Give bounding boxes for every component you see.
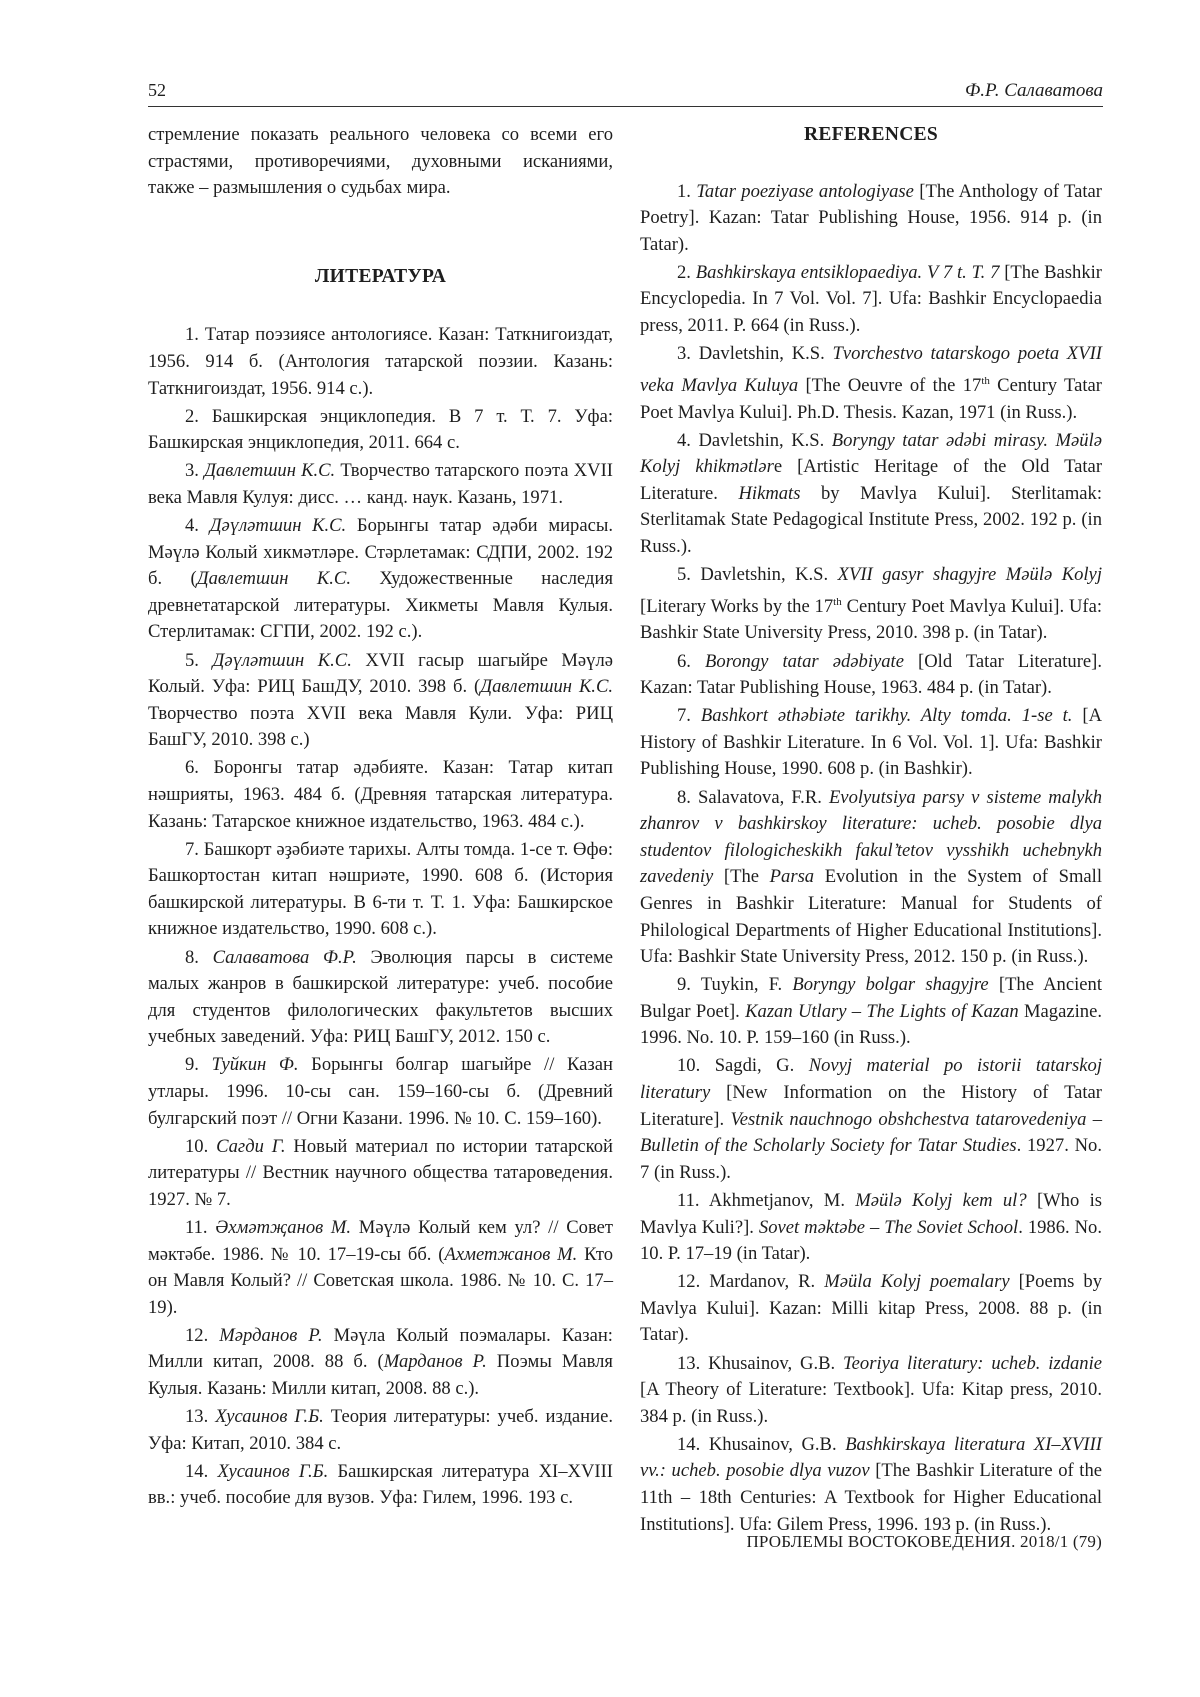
- reference-italic-title: Давлетшин К.С.: [480, 676, 613, 698]
- reference-italic-title: Sovet məktəbe – The Soviet School: [758, 1216, 1019, 1238]
- reference-text: Khusainov, G.B.: [708, 1433, 846, 1455]
- reference-text: [The Bashkir Literature of the 11th – 18th Centuries: A Textbook for Higher Educational Institutions]. Ufa: Gilem Press, 1996. 193 p. (in Russ.).: [640, 1460, 1103, 1535]
- reference-number: 14.: [677, 1433, 701, 1455]
- reference-italic-title: Мәрданов Р.: [219, 1324, 323, 1346]
- reference-number: 9.: [185, 1054, 199, 1076]
- reference-text: Башкирская литература XI–XVIII вв.: учеб. пособие для вузов. Уфа: Гилем, 1996. 193 с.: [148, 1460, 613, 1509]
- reference-entry: [640, 260, 1102, 340]
- reference-text: Башкирская энциклопедия. В 7 т. Т. 7. Уфа: Башкирская энциклопедия, 2011. 664 с.: [148, 405, 614, 454]
- reference-text: Magazine. 1996. No. 10. P. 159–160 (in Russ.).: [640, 1000, 1102, 1049]
- reference-number: 6.: [677, 650, 691, 672]
- reference-italic-title: Bashkirskaya entsiklopaediya. V 7 t. T. 7: [695, 261, 1000, 283]
- page-number: 52: [148, 80, 166, 100]
- reference-italic-title: Borongy tatar ədəbiyate: [705, 650, 904, 672]
- literature-reference-list: [148, 322, 613, 1512]
- reference-text: Кто он Мавля Колый? // Советская школа. 1986. № 10. С. 17–19).: [148, 1243, 613, 1318]
- reference-italic-title: Әхмәтҗанов М.: [215, 1216, 352, 1238]
- reference-text: Evolution in the System of Small Genres in Bashkir Literature: Manual for Students of Philological Departments of Higher Educational Institutions]. Ufa: Bashkir State University Press, 2012. 150 p. (in Russ.).: [640, 866, 1102, 968]
- reference-number: 3.: [185, 460, 199, 482]
- right-column: [640, 122, 1102, 1540]
- reference-number: 11.: [677, 1189, 700, 1211]
- reference-text: Творчество татарского поэта XVII века Мавля Кулуя: дисс. … канд. наук. Казань, 1971.: [148, 460, 613, 508]
- reference-entry: [148, 1052, 613, 1132]
- reference-text: Mardanov, R.: [709, 1271, 825, 1293]
- reference-italic-title: Хусаинов Г.Б.: [217, 1460, 329, 1482]
- reference-text: Боронгы татар әдәбияте. Казан: Татар китап нәшрияты, 1963. 484 б. (Древняя татарская литература. Казань: Татарское книжное издательство, 1963. 484 с.).: [148, 757, 613, 832]
- reference-text: th: [981, 374, 990, 387]
- reference-text: Башкорт әҙәбиәте тарихы. Алты томда. 1-се т. Өфө: Башкортостан китап нәшриәте, 1990. 608 б. (История башкирской литературы. В 6-ти т. Т. 1. Уфа: Башкирское книжное издательство, 1990. 608 с.).: [148, 838, 613, 940]
- reference-text: Мәүлә Колый кем ул? // Совет мәктәбе. 1986. № 10. 17–19-сы бб. (: [148, 1216, 613, 1265]
- reference-entry: [640, 649, 1102, 702]
- reference-number: 5.: [677, 564, 691, 586]
- reference-number: 13.: [677, 1352, 701, 1374]
- reference-number: 9.: [677, 974, 691, 996]
- reference-italic-title: Novyj material po istorii tatarskoj literatury: [640, 1055, 1102, 1104]
- reference-text: Davletshin, K.S.: [700, 564, 838, 586]
- reference-entry: [148, 1323, 613, 1403]
- reference-entry: [640, 1053, 1102, 1186]
- reference-number: 10.: [185, 1135, 209, 1157]
- reference-italic-title: Boryngy bolgar shagyjre: [792, 974, 989, 996]
- running-header-author: Ф.Р. Салаватова: [964, 80, 1103, 101]
- journal-footer: ПРОБЛЕМЫ ВОСТОКОВЕДЕНИЯ. 2018/1 (79): [746, 1532, 1102, 1551]
- reference-text: Tuykin, F.: [700, 974, 793, 996]
- reference-italic-title: Parsa: [769, 866, 815, 888]
- reference-number: 7.: [185, 838, 199, 860]
- reference-entry: [148, 404, 613, 457]
- reference-text: Борынгы болгар шагыйре // Казан утлары. 1996. 10-сы сан. 159–160-сы б. (Древний булгарский поэт // Огни Казани. 1996. № 10. С. 159–160).: [148, 1054, 613, 1129]
- reference-entry: [148, 322, 613, 402]
- reference-text: XVII гасыр шагыйре Мәүлә Колый. Уфа: РИЦ БашДУ, 2010. 398 б. (: [148, 649, 614, 698]
- reference-italic-title: Boryngy tatar ədəbi mirasy. Məülə Kolyj khikmətlər: [640, 429, 1102, 478]
- reference-number: 12.: [185, 1324, 209, 1346]
- reference-text: [Who is Mavlya Kuli?].: [640, 1189, 1102, 1238]
- reference-italic-title: Tatar poeziyase antologiyase: [696, 180, 914, 202]
- reference-number: 5.: [185, 649, 199, 671]
- reference-text: Мәүла Колый поэмалары. Казан: Милли китап, 2008. 88 б. (: [148, 1324, 613, 1373]
- reference-text: Century Poet Mavlya Kului]. Ufa: Bashkir State University Press, 2010. 398 p. (in Tatar).: [640, 595, 1103, 644]
- reference-italic-title: Ахметжанов М.: [444, 1243, 578, 1265]
- reference-text: [A History of Bashkir Literature. In 6 Vol. Vol. 1]. Ufa: Bashkir Publishing House, 1990. 608 p. (in Bashkir).: [640, 705, 1102, 780]
- reference-text: [The Ancient Bulgar Poet].: [640, 974, 1102, 1022]
- reference-italic-title: Дәүләтшин К.С.: [212, 649, 352, 671]
- reference-italic-title: Туйкин Ф.: [211, 1054, 299, 1076]
- reference-entry: [640, 1188, 1102, 1268]
- reference-italic-title: XVII gasyr shagyjre Məülə Kolyj: [837, 564, 1102, 586]
- reference-text: e [Artistic Heritage of the Old Tatar Literature.: [640, 456, 1103, 504]
- reference-text: Salavatova, F.R.: [698, 786, 829, 808]
- reference-text: Century Tatar Poet Mavlya Kului]. Ph.D. Thesis. Kazan, 1971 (in Russ.).: [640, 374, 1102, 423]
- intro-paragraph: стремление показать реального человека со всеми его страстями, противоречиями, духовными исканиями, также – размышления о судьбах мира.: [148, 124, 613, 199]
- reference-entry: [148, 648, 613, 754]
- reference-entry: [148, 1459, 613, 1512]
- reference-entry: [148, 755, 613, 835]
- reference-entry: [640, 341, 1102, 426]
- reference-number: 12.: [677, 1271, 701, 1293]
- reference-number: 8.: [185, 946, 199, 968]
- literature-heading: ЛИТЕРАТУРА: [314, 265, 447, 287]
- reference-number: 2.: [677, 261, 691, 283]
- reference-entry: [640, 1269, 1102, 1349]
- reference-entry: [640, 972, 1102, 1052]
- reference-number: 6.: [185, 757, 199, 779]
- reference-number: 4.: [677, 429, 691, 451]
- reference-entry: [640, 703, 1102, 783]
- reference-text: Sagdi, G.: [714, 1055, 809, 1077]
- reference-text: th: [833, 595, 842, 608]
- reference-entry: [640, 428, 1102, 561]
- references-list: [640, 179, 1102, 1539]
- reference-text: [A Theory of Literature: Textbook]. Ufa: Kitap press, 2010. 384 p. (in Russ.).: [640, 1379, 1102, 1427]
- left-column: [148, 122, 613, 1514]
- reference-text: [The: [713, 866, 770, 888]
- reference-entry: [640, 1351, 1102, 1431]
- reference-italic-title: Kazan Utlary – The Lights of Kazan: [745, 1000, 1019, 1022]
- reference-italic-title: Məüla Kolyj poemalary: [824, 1271, 1010, 1293]
- reference-entry: [640, 785, 1102, 971]
- reference-number: 3.: [677, 343, 691, 365]
- reference-number: 13.: [185, 1406, 209, 1428]
- reference-number: 14.: [185, 1460, 209, 1482]
- reference-italic-title: Марданов Р.: [383, 1351, 487, 1373]
- reference-entry: [640, 179, 1102, 259]
- reference-italic-title: Məülə Kolyj kem ul?: [855, 1189, 1027, 1211]
- reference-italic-title: Салаватова Ф.Р.: [212, 946, 357, 968]
- reference-entry: [148, 458, 613, 511]
- reference-text: Davletshin, K.S.: [698, 429, 832, 451]
- reference-entry: [640, 1432, 1102, 1538]
- reference-text: Теория литературы: учеб. издание. Уфа: Китап, 2010. 384 с.: [148, 1406, 613, 1454]
- reference-text: [The Oeuvre of the 17: [798, 374, 982, 396]
- reference-italic-title: Хусаинов Г.Б.: [215, 1406, 324, 1428]
- reference-italic-title: Bashkort əthəbiəte tarikhy. Alty tomda. 1-se t.: [700, 705, 1073, 727]
- reference-italic-title: Сагди Г.: [216, 1135, 286, 1157]
- reference-text: Борынгы татар әдәби мирасы. Мәүлә Колый хикмәтләре. Стәрлетамак: СДПИ, 2002. 192 б. (: [148, 515, 613, 590]
- page-header: [148, 80, 1103, 107]
- reference-entry: [148, 945, 613, 1051]
- reference-italic-title: Evolyutsiya parsy v sisteme malykh zhanrov v bashkirskoy literature: ucheb. posobie dlya studentov filologicheskikh fakul’tetov vysshikh uchebnykh zavedeniy: [640, 786, 1102, 888]
- reference-number: 1.: [677, 180, 691, 202]
- reference-text: Художественные наследия древнетатарской литературы. Хикметы Мавля Кулыя. Стерлитамак: СГПИ, 2002. 192 с.).: [148, 568, 613, 643]
- reference-italic-title: Tvorchestvo tatarskogo poeta XVII veka Mavlya Kuluya: [640, 343, 1102, 396]
- reference-text: [Old Tatar Literature]. Kazan: Tatar Publishing House, 1963. 484 p. (in Tatar).: [640, 650, 1102, 699]
- reference-text: Akhmetjanov, M.: [708, 1189, 856, 1211]
- reference-number: 1.: [185, 324, 199, 346]
- reference-italic-title: Давлетшин К.С.: [196, 568, 351, 590]
- reference-entry: [148, 513, 613, 646]
- reference-text: by Mavlya Kului]. Sterlitamak: Sterlitamak State Pedagogical Institute Press, 2002. 192 p. (in Russ.).: [640, 482, 1103, 557]
- references-heading: REFERENCES: [803, 124, 939, 145]
- reference-italic-title: Vestnik nauchnogo obshchestva tatarovedeniya – Bulletin of the Scholarly Society for Tatar Studies: [640, 1108, 1102, 1157]
- reference-text: [Literary Works by the 17: [640, 595, 834, 617]
- reference-italic-title: Bashkirskaya literatura XI–XVIII vv.: ucheb. posobie dlya vuzov: [640, 1433, 1102, 1482]
- reference-number: 11.: [185, 1216, 208, 1238]
- reference-entry: [148, 1215, 613, 1321]
- reference-italic-title: Давлетшин К.С.: [204, 460, 336, 482]
- reference-number: 8.: [677, 786, 691, 808]
- reference-entry: [148, 837, 613, 943]
- reference-text: Татар поэзиясе антологиясе. Казан: Таткнигоиздат, 1956. 914 б. (Антология татарской поэзии. Казань: Таткнигоиздат, 1956. 914 с.).: [148, 324, 613, 399]
- reference-text: . 1927. No. 7 (in Russ.).: [640, 1135, 1102, 1183]
- reference-text: Поэмы Мавля Кулыя. Казань: Милли китап, 2008. 88 с.).: [148, 1351, 613, 1400]
- reference-text: Khusainov, G.B.: [708, 1352, 844, 1374]
- reference-text: Новый материал по истории татарской литературы // Вестник научного общества татароведения. 1927. № 7.: [148, 1135, 613, 1210]
- reference-italic-title: Дәүләтшин К.С.: [209, 515, 347, 537]
- reference-number: 2.: [185, 405, 199, 427]
- reference-italic-title: Hikmats: [738, 482, 801, 504]
- reference-text: [Poems by Mavlya Kului]. Kazan: Milli kitap Press, 2008. 88 p. (in Tatar).: [640, 1271, 1103, 1346]
- reference-number: 7.: [677, 705, 691, 727]
- reference-number: 4.: [185, 515, 199, 537]
- reference-text: Творчество поэта XVII века Мавля Кули. Уфа: РИЦ БашГУ, 2010. 398 с.): [148, 702, 613, 751]
- reference-text: [New Information on the History of Tatar Literature].: [640, 1082, 1102, 1130]
- reference-entry: [148, 1134, 613, 1214]
- reference-italic-title: Teoriya literatury: ucheb. izdanie: [843, 1352, 1103, 1374]
- reference-text: [The Bashkir Encyclopedia. In 7 Vol. Vol. 7]. Ufa: Bashkir Encyclopaedia press, 2011. P. 664 (in Russ.).: [640, 261, 1102, 337]
- reference-number: 10.: [677, 1055, 701, 1077]
- reference-text: [The Anthology of Tatar Poetry]. Kazan: Tatar Publishing House, 1956. 914 p. (in Tatar).: [640, 180, 1102, 255]
- reference-text: Davletshin, K.S.: [698, 343, 833, 365]
- reference-text: . 1986. No. 10. P. 17–19 (in Tatar).: [640, 1216, 1102, 1265]
- reference-text: Эволюция парсы в системе малых жанров в башкирской литературе: учеб. пособие для студентов филологических факультетов высших учебных заведений. Уфа: РИЦ БашГУ, 2012. 150 с.: [148, 946, 614, 1048]
- reference-entry: [148, 1404, 613, 1457]
- reference-entry: [640, 562, 1102, 647]
